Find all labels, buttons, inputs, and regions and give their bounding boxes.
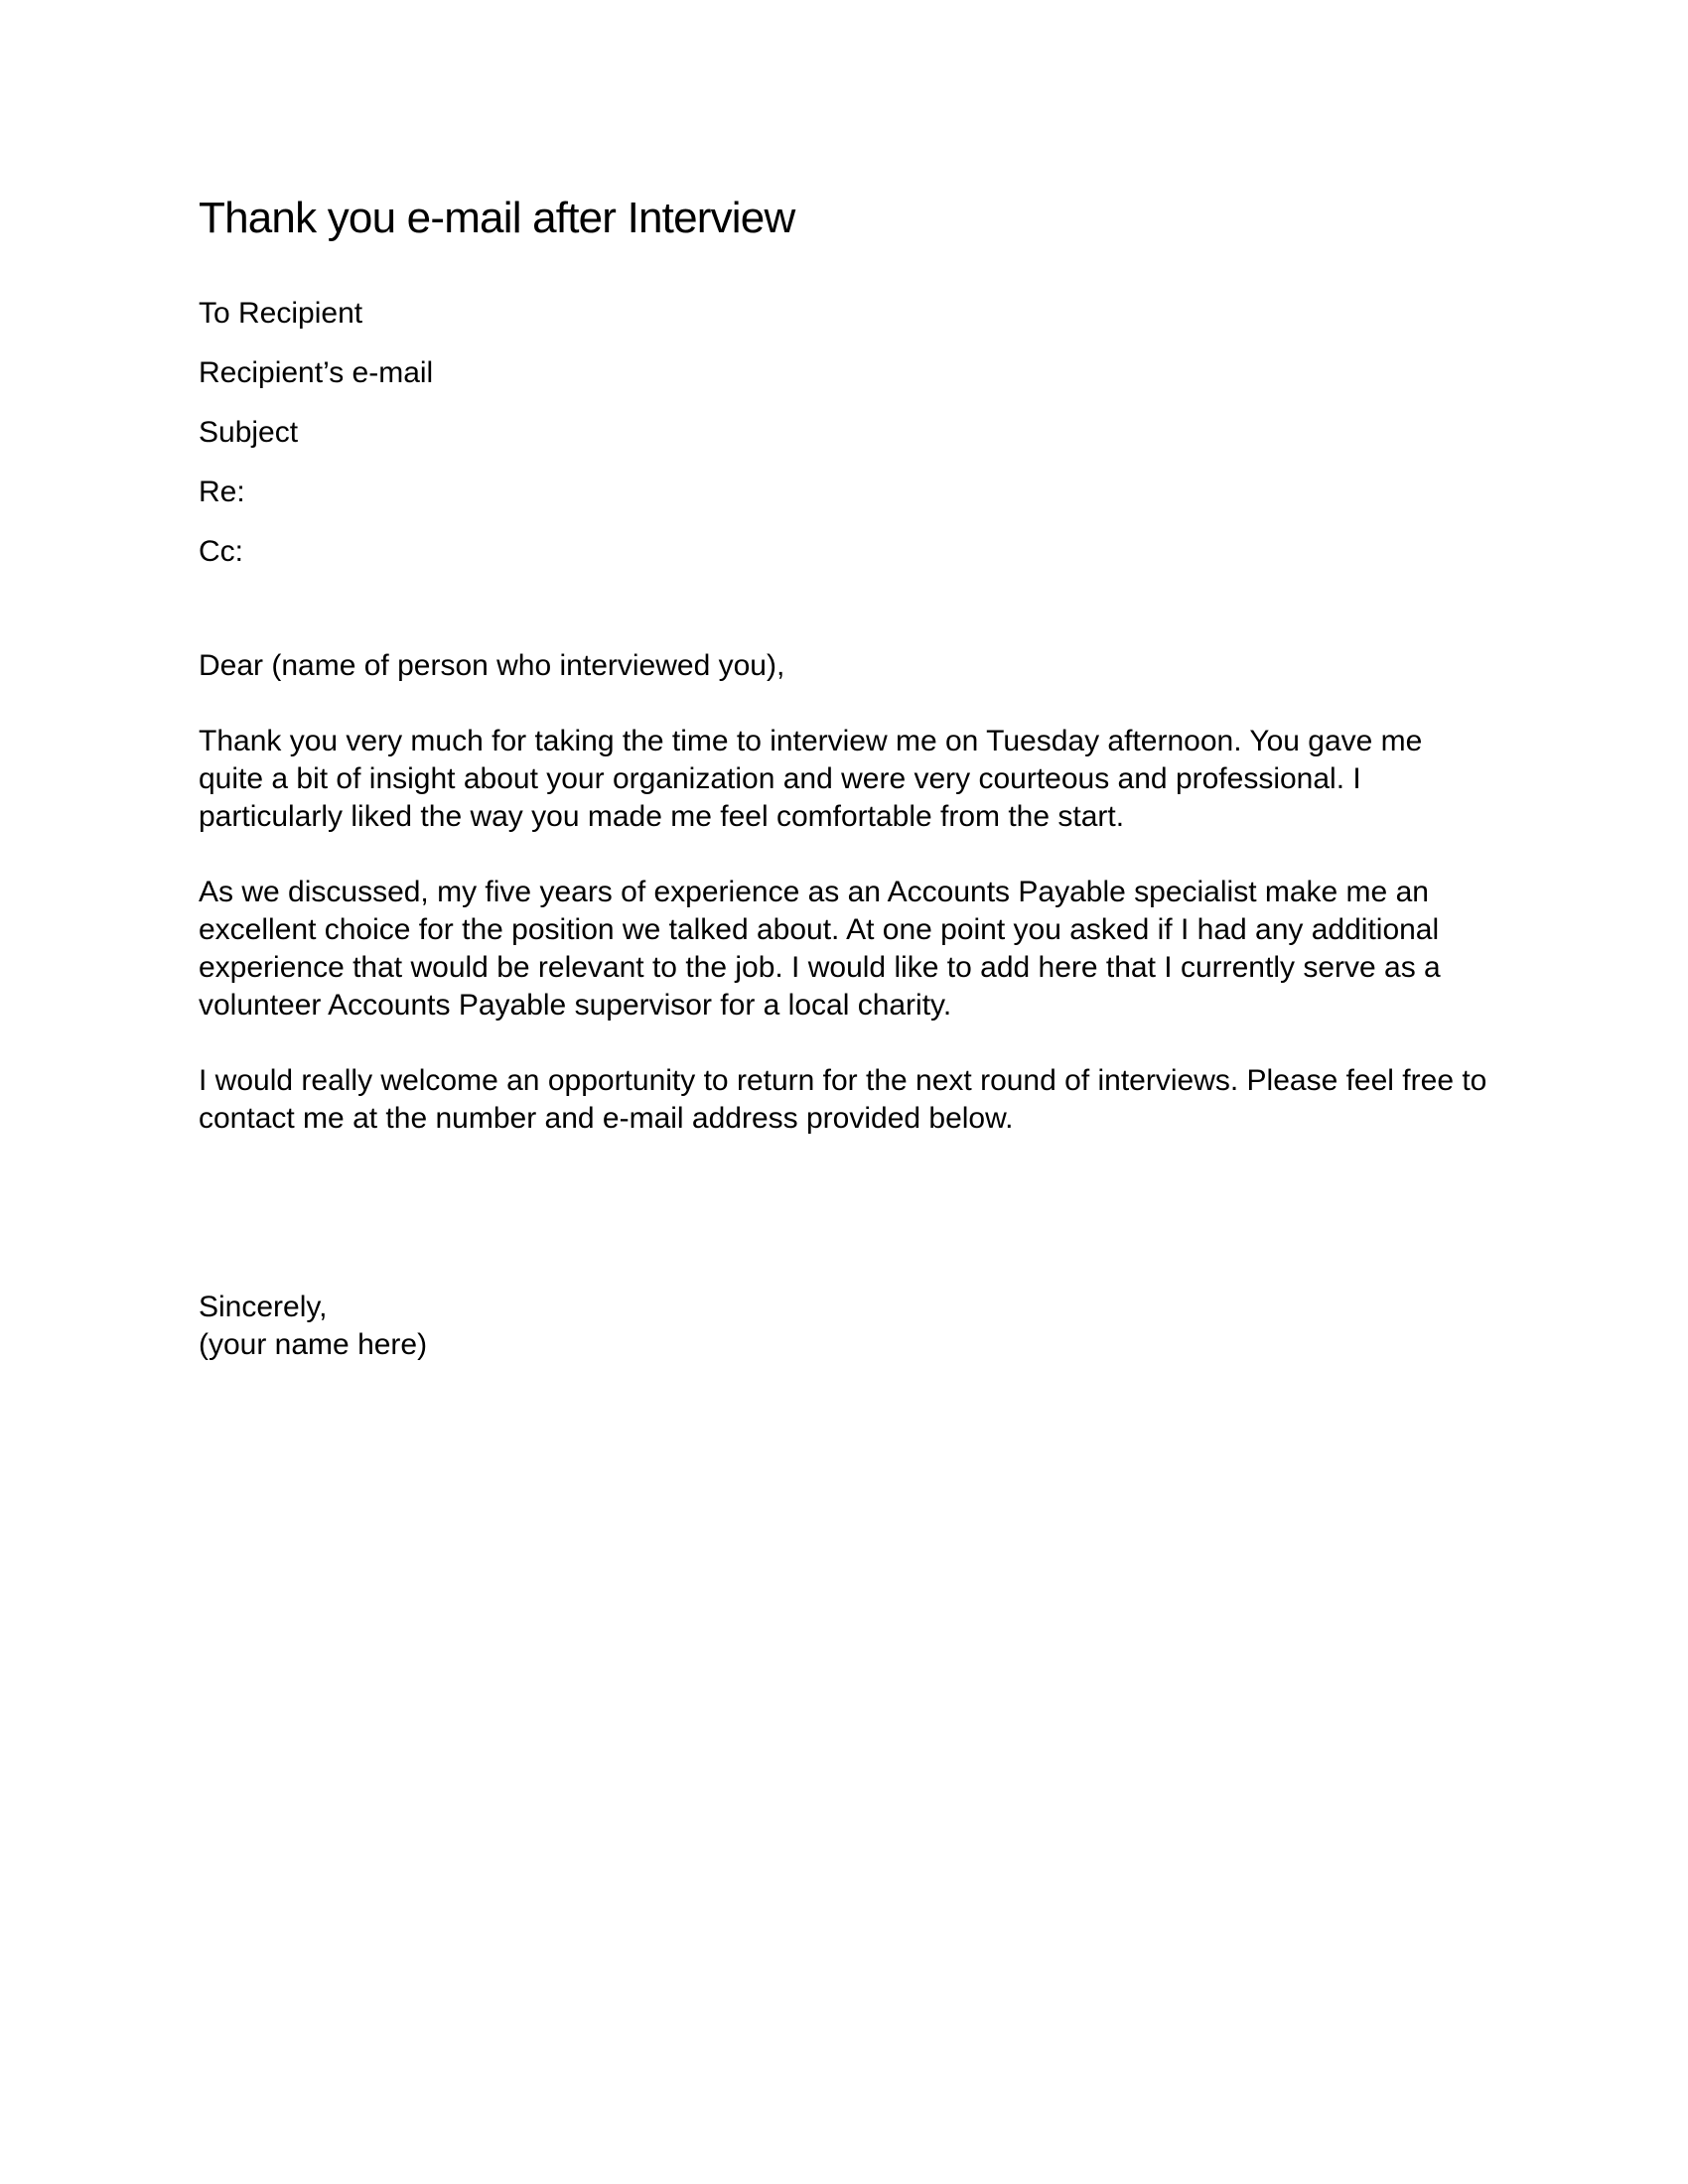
body-paragraph-experience: As we discussed, my five years of experience as an Accounts Payable specialist make me an excellent choice for the position we talked about. At one point you asked if I had any additional experience that would be relevant to the job. I would like to add here that I currently serve as a volunteer Accounts Payable supervisor for a local charity. bbox=[199, 876, 1441, 1022]
signature: (your name here) bbox=[199, 1328, 428, 1361]
recipient-email-field: Recipient’s e-mail bbox=[199, 356, 434, 389]
closing: Sincerely, bbox=[199, 1291, 328, 1323]
email-header-fields bbox=[199, 294, 1489, 592]
document-title: Thank you e-mail after Interview bbox=[199, 194, 795, 242]
salutation: Dear (name of person who interviewed you), bbox=[199, 649, 785, 682]
body-paragraph-thanks: Thank you very much for taking the time to interview me on Tuesday afternoon. You gave me quite a bit of insight about your organization and were very courteous and professional. I particularly liked the way you made me feel comfortable from the start. bbox=[199, 725, 1423, 833]
cc-field: Cc: bbox=[199, 535, 243, 568]
re-field: Re: bbox=[199, 476, 245, 508]
body-paragraph-followup: I would really welcome an opportunity to return for the next round of interviews. Please feel free to contact me at the number and e-mail address provided below. bbox=[199, 1064, 1487, 1135]
letter-content bbox=[199, 189, 1489, 1364]
subject-field: Subject bbox=[199, 416, 299, 449]
to-recipient-field: To Recipient bbox=[199, 297, 363, 330]
